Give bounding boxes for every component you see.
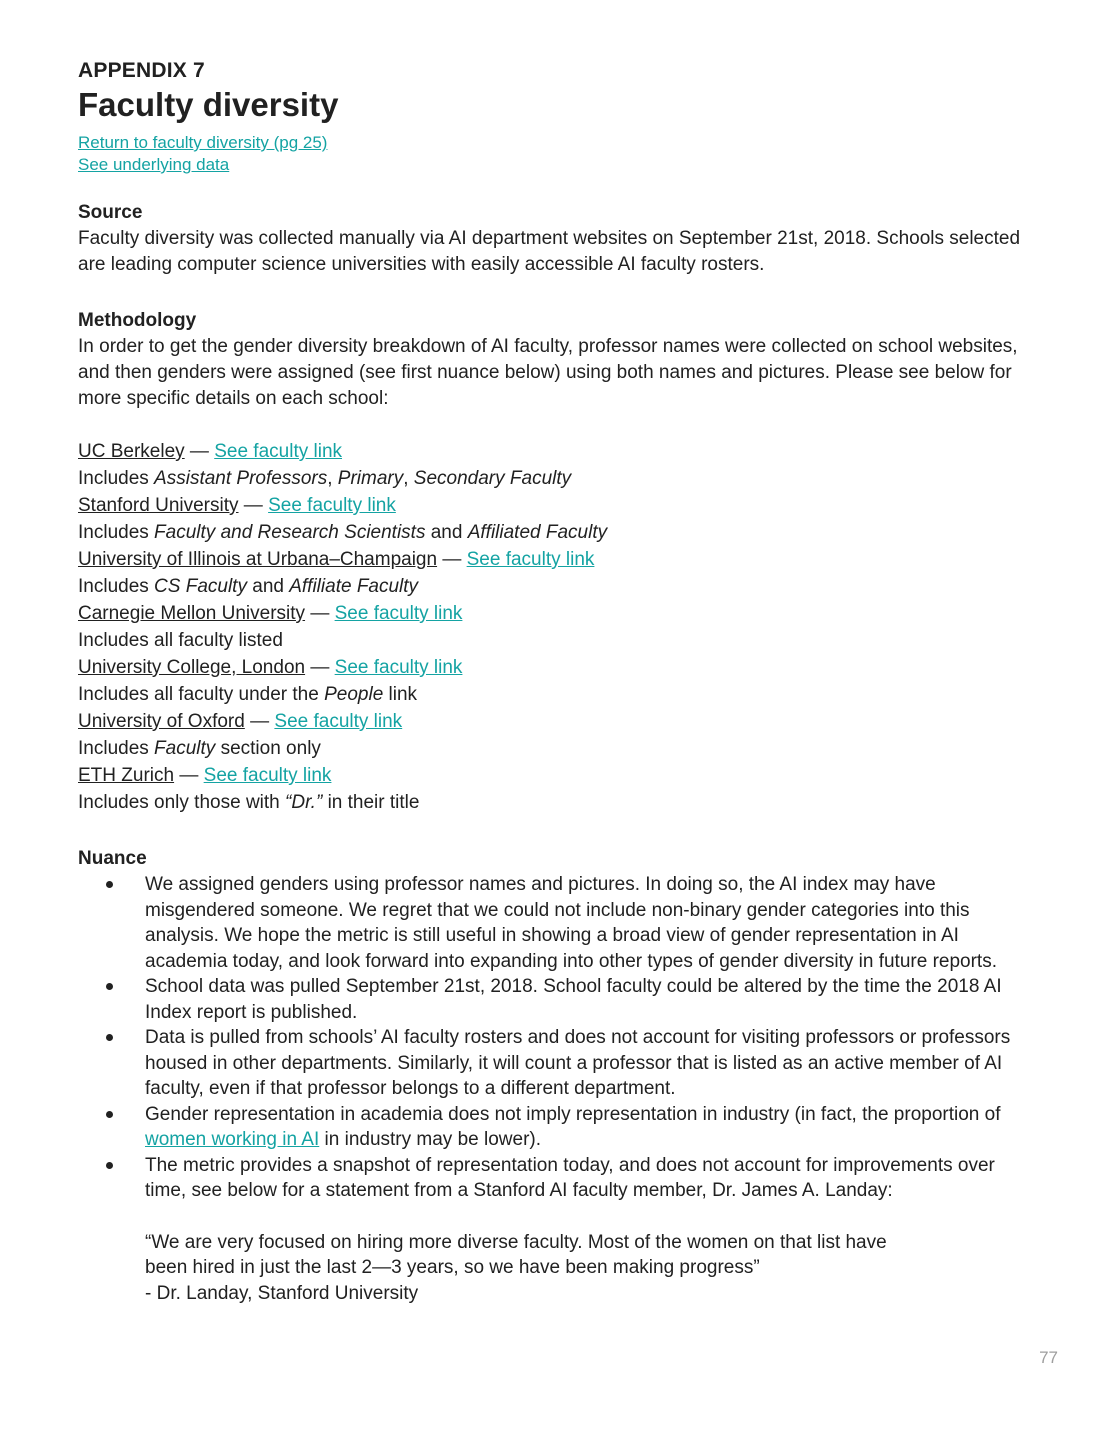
text-segment: CS Faculty [154,576,247,597]
source-section [78,200,1035,278]
methodology-intro: In order to get the gender diversity breakdown of AI faculty, professor names were collected on school websites, and then genders were assigned (see first nuance below) using both names and pictures. Please see below for more specific details on each school: [78,336,1018,409]
bullet-icon [106,983,113,990]
text-segment: and [246,576,290,597]
text-segment: People [324,684,384,705]
source-heading: Source [78,202,143,223]
nuance-list [78,872,1035,1204]
nuance-bullet [78,1102,1035,1153]
see-faculty-link[interactable]: See faculty link [334,657,463,678]
separator-dash: — [305,603,335,624]
school-name: Stanford University [78,495,239,516]
school-entry [78,762,1035,789]
see-underlying-data-link[interactable]: See underlying data [78,155,230,174]
school-name: University of Illinois at Urbana–Champaign [78,549,438,570]
text-segment: Includes all faculty listed [78,630,283,651]
text-segment: Affiliate Faculty [289,576,419,597]
page-title: Faculty diversity [78,86,339,123]
bullet-icon [106,1111,113,1118]
text-segment: Assistant Professors [154,468,328,489]
text-segment: Includes [78,522,155,543]
school-entry [78,438,1035,465]
quote-attribution: - Dr. Landay, Stanford University [145,1282,419,1304]
bullet-text [145,1025,1035,1102]
quote-block [145,1230,1035,1307]
school-name: University College, London [78,657,306,678]
text-segment: in their title [322,792,420,813]
school-name: Carnegie Mellon University [78,603,306,624]
bullet-icon [106,881,113,888]
source-body: Faculty diversity was collected manually via AI department websites on September 21st, 2018. Schools selected are leading computer science universities with easily accessible AI faculty rosters. [78,228,1021,275]
text-segment: Includes all faculty under the [78,684,325,705]
nuance-bullet [78,974,1035,1025]
school-includes [78,465,1035,492]
header-links [78,132,1035,176]
text-segment: Data is pulled from schools’ AI faculty rosters and does not account for visiting professors or professors housed in other departments. Similarly, it will count a professor that is listed as an active member of AI faculty, even if that professor belongs to a different department. [145,1027,1011,1099]
nuance-bullet [78,1153,1035,1204]
text-segment: The metric provides a snapshot of representation today, and does not account for improvements over time, see below for a statement from a Stanford AI faculty member, Dr. James A. Landay: [145,1154,995,1201]
see-faculty-link[interactable]: See faculty link [214,441,343,462]
text-segment: Faculty [154,738,216,759]
document-header [78,58,1035,176]
school-entry [78,492,1035,519]
text-segment: “Dr.” [285,792,323,813]
text-segment: Includes [78,468,155,489]
see-faculty-link[interactable]: See faculty link [274,711,403,732]
text-segment: link [383,684,418,705]
text-segment: in industry may be lower). [319,1129,541,1150]
text-segment: , [403,468,414,489]
school-includes [78,573,1035,600]
school-entry [78,546,1035,573]
school-list [78,438,1035,816]
see-faculty-link[interactable]: See faculty link [203,765,332,786]
nuance-heading: Nuance [78,848,147,869]
separator-dash: — [174,765,204,786]
quote-line: “We are very focused on hiring more diverse faculty. Most of the women on that list have [145,1231,887,1253]
text-segment: and [425,522,468,543]
text-segment: Includes [78,576,155,597]
school-includes [78,519,1035,546]
text-segment: Includes only those with [78,792,286,813]
text-segment: , [327,468,338,489]
methodology-heading: Methodology [78,310,197,331]
school-name: University of Oxford [78,711,245,732]
school-entry [78,654,1035,681]
separator-dash: — [238,495,269,516]
school-includes [78,735,1035,762]
bullet-icon [106,1162,113,1169]
methodology-section [78,308,1035,816]
inline-link[interactable]: women working in AI [145,1129,320,1150]
school-includes [78,789,1035,816]
text-segment: School data was pulled September 21st, 2018. School faculty could be altered by the time the 2018 AI Index report is published. [145,976,1002,1023]
separator-dash: — [184,441,215,462]
text-segment: Secondary Faculty [413,468,572,489]
school-entry [78,708,1035,735]
text-segment: Includes [78,738,155,759]
school-name: ETH Zurich [78,765,175,786]
text-segment: Primary [337,468,404,489]
page-number: 77 [1039,1348,1058,1367]
bullet-text [145,872,1035,974]
text-segment: Affiliated Faculty [467,522,608,543]
appendix-label: APPENDIX 7 [78,59,205,82]
separator-dash: — [437,549,467,570]
separator-dash: — [305,657,335,678]
nuance-bullet [78,872,1035,974]
bullet-text [145,1102,1035,1153]
text-segment: Gender representation in academia does not imply representation in industry (in fact, the proportion of [145,1103,1001,1125]
see-faculty-link[interactable]: See faculty link [334,603,463,624]
quote-line: been hired in just the last 2—3 years, so we have been making progress” [145,1257,760,1278]
school-name: UC Berkeley [78,441,185,462]
nuance-bullet [78,1025,1035,1102]
school-includes [78,681,1035,708]
bullet-icon [106,1034,113,1041]
see-faculty-link[interactable]: See faculty link [268,495,396,516]
text-segment: We assigned genders using professor names and pictures. In doing so, the AI index may have misgendered someone. We regret that we could not include non-binary gender categories into this analysis. We hope the metric is still useful in showing a broad view of gender representation in AI academia today, and look forward into expanding into other types of gender diversity in future reports. [145,874,997,972]
bullet-text [145,974,1035,1025]
see-faculty-link[interactable]: See faculty link [466,549,595,570]
nuance-section [78,846,1035,1306]
separator-dash: — [244,711,275,732]
bullet-text [145,1153,1035,1204]
school-includes [78,627,1035,654]
text-segment: section only [215,738,321,759]
return-to-faculty-diversity-link[interactable]: Return to faculty diversity (pg 25) [78,133,328,152]
school-entry [78,600,1035,627]
text-segment: Faculty and Research Scientists [154,522,426,543]
